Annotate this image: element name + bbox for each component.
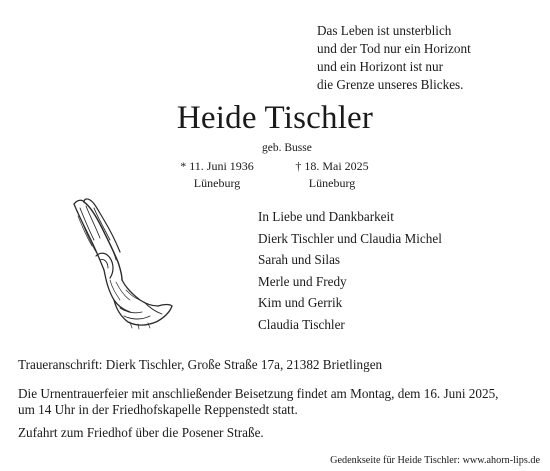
family-line: Sarah und Silas (258, 252, 341, 268)
deceased-name: Heide Tischler (176, 100, 374, 136)
birth-place: Lüneburg (193, 176, 241, 190)
maiden-name: geb. Busse (262, 142, 312, 154)
death-info (284, 158, 380, 192)
poem-line: Das Leben ist unsterblich (317, 23, 452, 38)
directions-note: Zufahrt zum Friedhof über die Posener Straße. (18, 425, 264, 440)
poem (317, 22, 532, 94)
family-line: Kim und Gerrik (258, 295, 343, 311)
ceremony-line: um 14 Uhr in der Friedhofskapelle Reppenstedt statt. (18, 402, 298, 417)
birth-date: * 11. Juni 1936 (180, 159, 254, 173)
poem-line: die Grenze unseres Blickes. (317, 77, 464, 92)
family-list (258, 206, 442, 336)
mourning-address: Traueranschrift: Dierk Tischler, Große Straße 17a, 21382 Brietlingen (18, 357, 383, 372)
poem-line: und ein Horizont ist nur (317, 59, 443, 74)
family-line: In Liebe und Dankbarkeit (258, 209, 394, 224)
ceremony-info (18, 386, 498, 418)
birth-info (168, 158, 266, 192)
poem-line: und der Tod nur ein Horizont (317, 41, 471, 56)
death-date: † 18. Mai 2025 (295, 159, 369, 173)
death-place: Lüneburg (308, 176, 356, 190)
ceremony-line: Die Urnentrauerfeier mit anschließender Beisetzung findet am Montag, dem 16. Juni 2025, (18, 386, 499, 401)
family-line: Claudia Tischler (258, 316, 345, 332)
family-line: Dierk Tischler und Claudia Michel (258, 230, 442, 246)
memorial-page-link[interactable]: Gedenkseite für Heide Tischler: www.ahorn-lips.de (330, 455, 540, 466)
family-line: Merle und Fredy (258, 273, 347, 289)
praying-hands-icon (60, 196, 180, 330)
